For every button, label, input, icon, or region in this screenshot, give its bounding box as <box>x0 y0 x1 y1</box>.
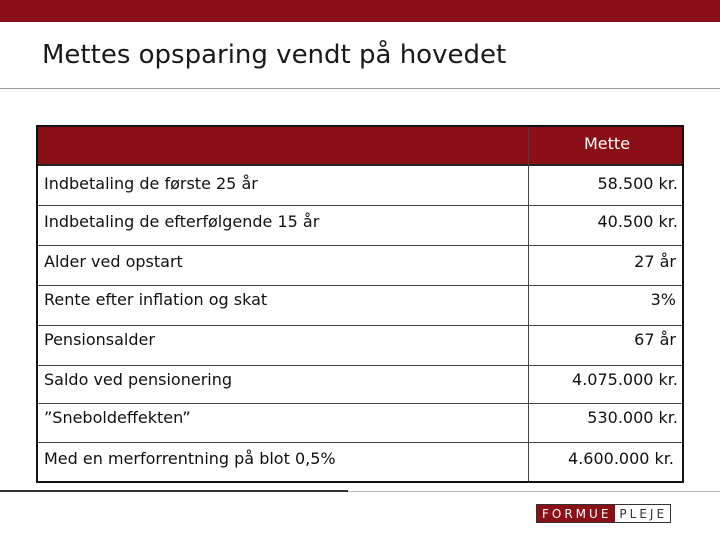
table-row <box>38 443 682 481</box>
slide-title: Mettes opsparing vendt på hovedet <box>42 40 507 70</box>
row-value: 58.500 kr. <box>597 174 678 193</box>
table-row <box>38 206 682 246</box>
row-label: Indbetaling de efterfølgende 15 år <box>44 212 320 231</box>
row-value: 27 år <box>634 252 676 271</box>
column-header-mette: Mette <box>584 134 631 153</box>
row-label: Saldo ved pensionering <box>44 370 233 389</box>
row-value: 40.500 kr. <box>597 212 678 231</box>
row-value: 4.075.000 kr. <box>572 370 678 389</box>
row-label: Rente efter inflation og skat <box>44 290 268 309</box>
table-row <box>38 286 682 326</box>
formuepleje-logo <box>536 504 671 523</box>
table-row <box>38 366 682 404</box>
table-row <box>38 404 682 443</box>
title-divider <box>0 88 720 89</box>
row-label: Indbetaling de første 25 år <box>44 174 258 193</box>
table-header-row <box>38 127 682 166</box>
table-row <box>38 246 682 286</box>
row-value: 530.000 kr. <box>587 408 678 427</box>
logo-text-right: PLEJE <box>615 505 670 522</box>
row-value: 4.600.000 kr. <box>568 449 674 468</box>
column-divider <box>528 127 529 481</box>
row-label: Med en merforrentning på blot 0,5% <box>44 449 336 468</box>
row-label: Alder ved opstart <box>44 252 183 271</box>
logo-text-left: FORMUE <box>537 505 615 522</box>
savings-table <box>36 125 684 483</box>
table-row <box>38 326 682 366</box>
top-brand-band <box>0 0 720 22</box>
table-row <box>38 166 682 206</box>
row-label: Pensionsalder <box>44 330 155 349</box>
row-value: 3% <box>650 290 676 309</box>
row-value: 67 år <box>634 330 676 349</box>
footer-divider-accent <box>0 490 348 492</box>
row-label: ”Sneboldeffekten” <box>44 408 191 427</box>
